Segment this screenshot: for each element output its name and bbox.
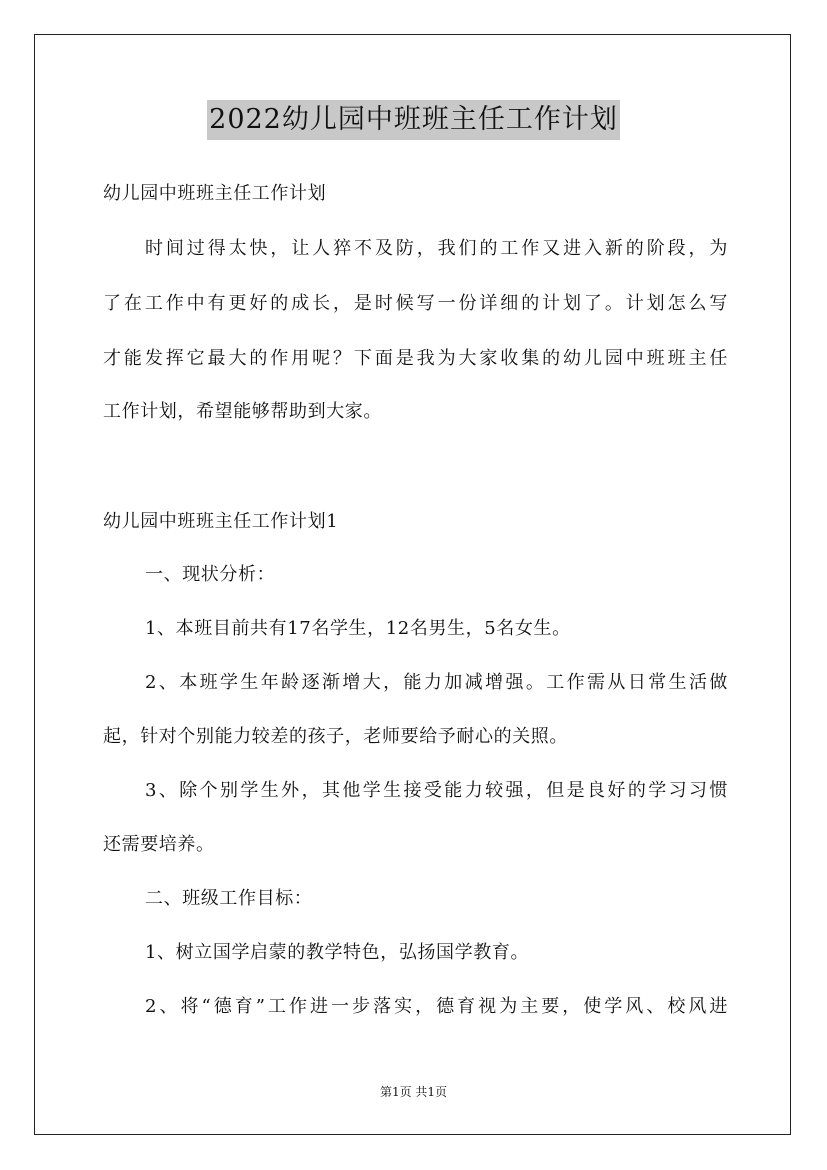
title-wrap bbox=[0, 100, 827, 140]
paragraph-line: 还需要培养。 bbox=[103, 834, 215, 855]
section-heading: 幼儿园中班班主任工作计划 bbox=[103, 183, 327, 204]
paragraph-line: 起，针对个别能力较差的孩子，老师要给予耐心的关照。 bbox=[103, 726, 568, 747]
document-title: 2022幼儿园中班班主任工作计划 bbox=[207, 100, 620, 140]
page-footer: 第1页 共1页 bbox=[379, 1085, 448, 1099]
paragraph-line: 3、除个别学生外，其他学生接受能力较强，但是良好的学习习惯 bbox=[145, 780, 728, 801]
paragraph-line: 2、将“德育”工作进一步落实，德育视为主要，使学风、校风进 bbox=[145, 996, 728, 1017]
subheading: 二、班级工作目标： bbox=[145, 888, 313, 909]
paragraph-line: 工作计划，希望能够帮助到大家。 bbox=[103, 401, 382, 422]
paragraph-line: 了在工作中有更好的成长，是时候写一份详细的计划了。计划怎么写 bbox=[103, 293, 728, 314]
paragraph-line: 1、树立国学启蒙的教学特色，弘扬国学教育。 bbox=[145, 942, 530, 963]
paragraph-line: 时间过得太快，让人猝不及防，我们的工作又进入新的阶段，为 bbox=[145, 238, 728, 259]
section-heading: 幼儿园中班班主任工作计划1 bbox=[103, 511, 339, 532]
paragraph-line: 1、本班目前共有17名学生，12名男生，5名女生。 bbox=[145, 618, 571, 639]
subheading: 一、现状分析： bbox=[145, 564, 276, 585]
paragraph-line: 2、本班学生年龄逐渐增大，能力加减增强。工作需从日常生活做 bbox=[145, 672, 728, 693]
paragraph-line: 才能发挥它最大的作用呢？下面是我为大家收集的幼儿园中班班主任 bbox=[103, 348, 728, 369]
